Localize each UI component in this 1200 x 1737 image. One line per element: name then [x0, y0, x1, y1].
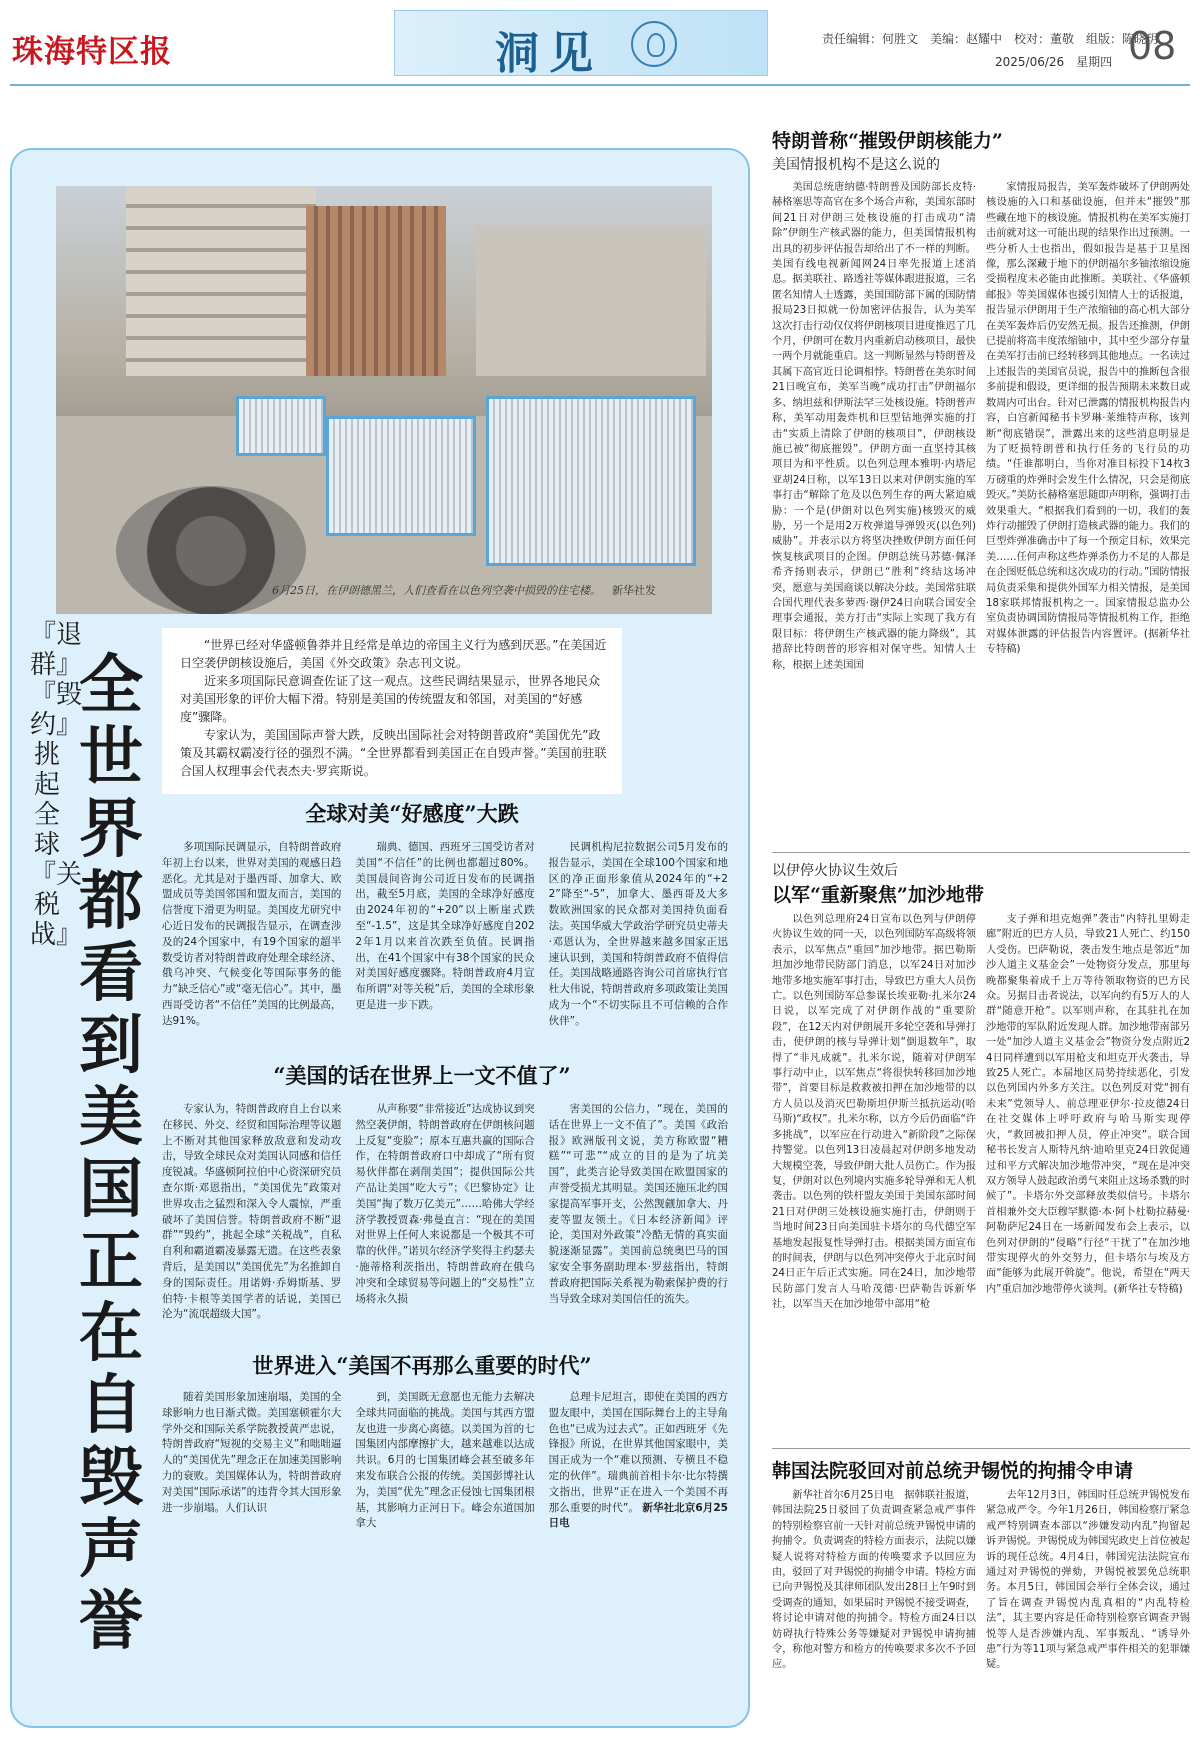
- section3-title: 世界进入“美国不再那么重要的时代”: [252, 1353, 592, 1378]
- article-trump-iran: [772, 128, 1190, 820]
- photo-caption: 6月25日，在伊朗德黑兰，人们查看在以色列空袭中损毁的住宅楼。: [272, 584, 601, 597]
- article-gaza: [772, 860, 1190, 1442]
- photo-building: [126, 186, 316, 376]
- news-photo: [56, 186, 712, 614]
- section2-body: [162, 1102, 728, 1338]
- article-divider: [772, 1448, 1190, 1449]
- feature-kicker: 『退群』『毁约』挑起全球『关税战』: [30, 620, 83, 950]
- body-column: 美国总统唐纳德·特朗普及国防部长皮特·赫格塞思等高官在多个场合声称，美国东部时间21日对伊朗三处核设施的打击成功“清除”伊朗生产核武器的能力，但美国情报机构出具的初步评估报告却给出了不一样的判断。美国有线电视新闻网24日率先报道上述消息。据美联社、路透社等媒体跟进报道，三名匿名知情人士透露，美国国防部下属的国防情报局23日拟就一份加密评估报告，认为美军这次打击行动仅仅将伊朗核项目进度推迟了几个月，伊朗可在数月内重新启动核项目，最快一两个月就能重启。这一判断显然与特朗普及其属下高官近日论调相悖。特朗普在美东时间21日晚宣布，美军当晚“成功打击”伊朗福尔多、纳坦兹和伊斯法罕三处核设施。特朗普声称，美军动用轰炸机和巨型钻地弹实施的打击“实质上清除了伊朗的核项目”，伊朗核设施已被“彻底摧毁”。伊朗方面一直坚持其核项目为和平性质。以色列总理本雅明·内塔尼亚胡24日称，以军13日以来对伊朗实施的军事打击“解除了危及以色列生存的两大紧迫威胁：一个是(伊朗对以色列实施)核毁灭的威胁，另一个是用2万枚弹道导弹毁灭(以色列)威胁”。并表示以方将坚决挫败伊朗方面任何恢复核武项目的企图。伊朗总统马苏德·佩泽希齐扬则表示，伊朗已“胜利”终结这场冲突，愿意与美国商谈以解决分歧。美国常驻联合国代理代表多萝西·谢伊24日向联合国安全理事会通报，美方打击“实际上实现了我方有限目标：将伊朗生产核武器的能力降级”，其措辞比特朗普的形容相对保守些。知情人士称，根据上述美国国: [772, 182, 976, 671]
- intro-paragraph: “世界已经对华盛顿鲁莽并且经常是单边的帝国主义行为感到厌恶。”在美国近日空袭伊朗核设施后，美国《外交政策》杂志刊文说。: [180, 638, 607, 670]
- section1-body: [162, 840, 728, 1040]
- body-column: 民调机构尼拉数据公司5月发布的报告显示，美国在全球100个国家和地区的净正面形象值从2024年的“+22”降至“-5”，加拿大、墨西哥及大多数欧洲国家的民众都对美国持负面看法。英国华威大学政治学研究员史蒂夫·邓恩认为，全世界越来越多国家正迅速认识到，美国和特朗普政府不值得信任。美国战略通路咨询公司首席执行官杜大伟说，特朗普政府多项政策让美国成为一个“不切实际且不可信赖的合作伙伴”。: [548, 841, 728, 1027]
- intro-paragraph: 近来多项国际民意调查佐证了这一观点。这些民调结果显示，世界各地民众对美国形象的评价大幅下滑。特别是美国的传统盟友和邻国，对美国的“好感度”骤降。: [180, 674, 601, 724]
- article-title: 以军“重新聚焦”加沙地带: [772, 884, 984, 906]
- article-divider: [772, 852, 1190, 853]
- body-column: 专家认为，特朗普政府自上台以来在移民、外交、经贸和国际治理等议题上不断对其他国家释放敌意和发动攻击，导致全球民众对美国认同感和信任度锐减。华盛顿阿拉伯中心资深研究员查尔斯·邓恩指出，“美国优先”政策对世界攻击之猛烈和深入令人震惊，严重破坏了美国信誉。特朗普政府不断“退群”“毁约”，挑起全球“关税战”，自私自利和霸道霸凌暴露无遗。在这些表象背后，是美国以“美国优先”为名推卸自身的国际责任。用诺姆·乔姆斯基、罗伯特·卡根等美国学者的话说，美国已沦为“流氓超级大国”。: [162, 1103, 342, 1321]
- body-column: 多项国际民调显示，自特朗普政府年初上台以来，世界对美国的观感日趋恶化。尤其是对于墨西哥、加拿大、欧盟成员等美国邻国和盟友而言，美国的信誉度下滑更为明显。美国皮尤研究中心近日发布的民调报告显示，在调查涉及的24个国家中，有19个国家的超半数受访者对特朗普政府处理全球经济、俄乌冲突、气候变化等国际事务的能力“缺乏信心”或“毫无信心”。其中，墨西哥受访者“不信任”美国的比例最高，达91%。: [162, 841, 342, 1027]
- feature-panel: [10, 148, 750, 1728]
- article-subtitle: 美国情报机构不是这么说的: [772, 157, 940, 173]
- article-body: [772, 912, 1190, 1442]
- body-column: 从声称要“非常接近”达成协议到突然空袭伊朗，特朗普政府在伊朗核问题上反复“变脸”；原本互惠共赢的国际合作，在特朗普政府口中却成了“所有贸易伙伴都在剥削美国”；提供国际公共产品让美国“吃大亏”；《巴黎协定》让美国“掏了数万亿美元”……哈佛大学经济学教授贾森·弗曼直言：“现在的美国对世界上任何人来说都是一个极其不可靠的伙伴。”诺贝尔经济学奖得主约瑟夫·施蒂格利茨指出，特朗普政府在俄乌冲突和全球贸易等问题上的“交易性”立场将永久损: [355, 1103, 535, 1305]
- section3-body: [162, 1390, 728, 1654]
- body-column: 去年12月3日，韩国时任总统尹锡悦发布紧急戒严令。今年1月26日，韩国检察厅紧急戒严特别调查本部以“涉嫌发动内乱”拘留起诉尹锡悦。尹锡悦成为韩国宪政史上首位被起诉的现任总统。4月4日，韩国宪法法院宣布通过对尹锡悦的弹劾，尹锡悦被罢免总统职务。本月5日，韩国国会举行全体会议，通过了旨在调查尹锡悦内乱真相的“内乱特检法”，其主要内容是任命特别检察官调查尹锡悦等人是否涉嫌内乱、军事叛乱、“诱导外患”行为等11项与紧急戒严事件相关的犯罪嫌疑。: [986, 1490, 1190, 1671]
- photo-building: [476, 226, 706, 376]
- intro-paragraph: 专家认为，美国国际声誉大跌，反映出国际社会对特朗普政府“美国优先”政策及其霸权霸凌行径的强烈不满。“全世界都看到美国正在自毁声誉。”美国前驻联合国人权理事会代表杰夫·罗宾斯说。: [180, 728, 607, 778]
- article-korea: [772, 1458, 1190, 1716]
- article-kicker: 以伊停火协议生效后: [772, 863, 898, 879]
- article-body: [772, 180, 1190, 820]
- page-number: 08: [1128, 24, 1177, 68]
- article-title: 韩国法院驳回对前总统尹锡悦的拘捕令申请: [772, 1460, 1134, 1482]
- masthead-rule: [10, 84, 1190, 86]
- editor-credits: 责任编辑：何胜文 美编：赵耀中 校对：董敬 组版：陈晓玥: [822, 32, 1159, 46]
- body-column: 家情报局报告，美军轰炸破坏了伊朗两处核设施的入口和基础设施，但并未“摧毁”那些藏在地下的核设施。情报机构在美军实施打击前就对这一可能出现的结果作出过预测。一些分析人士也指出，假如报告是基于卫星图像，那么深藏于地下的伊朗福尔多铀浓缩设施受损程度未必能由此推断。美联社、《华盛顿邮报》等美国媒体也援引知情人士的话报道，报告显示伊朗用于生产浓缩铀的高心机大部分在美军轰炸后仍安然无损。报告还推测，伊朗已提前将高丰度浓缩铀中，其中至少部分存量在美军打击前已经转移到其他地点。一名读过上述报告的美国官员说，报告中的推断包含很多前提和假设，更详细的报告预期未来数日或数周内可出台。针对已泄露的情报机构报告内容，白宫新闻秘书卡罗琳·莱维特声称，该判断“彻底错误”，泄露出来的这些消息明显是为了贬损特朗普和执行任务的飞行员的功绩。“任谁都明白，当你对准目标投下14枚3万磅重的炸弹时会发生什么情况，只会是彻底毁灭。”美防长赫格塞思随即声明称，强调打击效果重大。“根据我们看到的一切，我们的轰炸行动摧毁了伊朗打造核武器的能力。我们的巨型炸弹准确击中了每一个预定目标，效果完美……任何声称这些炸弹杀伤力不足的人都是在企图贬低总统和这次成功的行动。”国防情报局负责采集和提供外国军力相关情报，是美国18家联邦情报机构之一。国家情报总监办公室负责协调国防情报局等情报机构工作，拒绝对媒体泄露的评估报告内容置评。(据新华社专特稿): [986, 182, 1190, 656]
- section1-title: 全球对美“好感度”大跌: [305, 801, 519, 826]
- article-body: [772, 1488, 1190, 1716]
- body-column: 以色列总理府24日宣布以色列与伊朗停火协议生效的同一天，以色列国防军高级将领表示，以军焦点“重回”加沙地带。据巴勒斯坦加沙地带民防部门消息，以军24日对加沙地带多地实施军事打击，导致巴方重大人员伤亡。以色列国防军总参谋长埃亚勒·扎米尔24日说，以军完成了对伊朗作战的“重要阶段”，在12天内对伊朗展开多轮空袭和导弹打击，使伊朗的核与导弹计划“倒退数年”，取得了“非凡成就”。扎米尔说，随着对伊朗军事行动中止，以军焦点“将很快转移回加沙地带”，首要目标是救救被扣押在加沙地带的以方人员以及消灭巴勒斯坦伊斯兰抵抗运动(哈马斯)“政权”。扎米尔称，以方今后仍面临“许多挑战”，以军应在行动进入“新阶段”之际保持警觉。以色列13日凌晨起对伊朗多地发动大规模空袭，导致伊朗大批人员伤亡。作为报复，伊朗对以色列境内实施多轮导弹和无人机袭击。以色列的铁杆盟友美国于美国东部时间21日对伊朗三处核设施实施打击，伊朗则于当地时间23日向美国驻卡塔尔的乌代德空军基地发起报复性导弹打击。根据美国方面宣布的时间表，伊朗与以色列冲突停火于北京时间24日正午后正式实施。同在24日，加沙地带民防部门发言人马哈茂德·巴萨勒告诉新华社，以军当天在加沙地带中部用“枪: [772, 914, 976, 1311]
- body-column: 瑞典、德国、西班牙三国受访者对美国“不信任”的比例也都超过80%。美国晨间咨询公司近日发布的民调指出，截至5月底，美国的全球净好感度由2024年初的“+20”以上断崖式跌至“-1.5”，这是其全球净好感度自2022年1月以来首次跌至负值。民调指出，在41个国家中有38个国家的民众对美国好感度骤降。特朗普政府4月宣布所谓“对等关税”后，美国的全球形象更是进一步下跌。: [355, 841, 535, 1011]
- photo-cooler: [236, 396, 326, 456]
- body-column: 新华社首尔6月25日电 据韩联社报道，韩国法院25日驳回了负责调查紧急戒严事件的特别检察官前一天针对前总统尹锡悦申请的拘捕令。负责调查的特检方面表示，法院以嫌疑人说将对特检方面的传唤要求予以回应为由，驳回了对尹锡悦的拘捕令申请。特检方面已向尹锡悦及其律师团队发出28日上午9时到受调查的通知，如果届时尹锡悦不接受调查，将讨论申请对他的拘捕令。特检方面24日以妨碍执行特殊公务等嫌疑对尹锡悦申请拘捕令，称他对警方和检方的传唤要求多次不予回应。: [772, 1490, 976, 1671]
- photo-source: 新华社发: [612, 584, 656, 597]
- masthead: [0, 0, 1200, 82]
- feature-headline: 全世界都看到美国正在自毁声誉: [79, 648, 143, 1659]
- body-column: 到，美国既无意愿也无能力去解决全球共同面临的挑战。美国与其西方盟友也进一步离心离德。以美国为首的七国集团内部摩擦扩大，越来越难以达成共识。6月的七国集团峰会甚至破多年来发布联合公报的传统。美国彭博社认为，美国“优先”理念正侵蚀七国集团根基，其影响力正河日下。峰会东道国加拿大: [355, 1391, 535, 1530]
- dateline: 新华社北京6月25日电: [548, 1501, 728, 1530]
- body-column: [549, 1390, 728, 1654]
- photo-building: [306, 206, 446, 376]
- photo-cooler: [326, 416, 476, 536]
- photo-cooler: [486, 396, 696, 566]
- lightbulb-icon: [631, 21, 677, 67]
- section-banner: [394, 10, 768, 79]
- body-column: 支子弹和坦克炮弹”袭击“内特扎里姆走廊”附近的巴方人员，导致21人死亡、约150人受伤。巴萨勒说，袭击发生地点是邻近“加沙人道主义基金会”一处物资分发点，那里每晚都聚集着成千上万等待领取物资的巴方民众。另据目击者说法，以军向约有5万人的人群“随意开枪”。以军则声称，在其驻扎在加沙地带的军队附近发现人群。加沙地带南部另一处“加沙人道主义基金会”物资分发点附近24日同样遭到以军用枪支和坦克开火袭击，导致25人死亡。本届地区局势持续恶化，引发以色列国内外多方关注。以色列反对党“拥有未来”党领导人、前总理亚伊尔·拉皮德24日在社交媒体上呼吁政府与哈马斯实现停火，“救回被扣押人员，停止冲突”。联合国秘书长发言人斯特凡纳·迪哈里克24日敦促通过和平方式解决加沙地带冲突，“现在是冲突双方领导人鼓起政治勇气来阻止这场杀戮的时候了”。卡塔尔外交部释放类似信号。卡塔尔首相兼外交大臣穆罕默德·本·阿卜杜勒拉赫曼·阿勒萨尼24日在一场新闻发布会上表示，以色列对伊朗的“侵略”行径“干扰了”在加沙地带实现停火的外交努力，但卡塔尔与埃及方面“能够为此展开斡旋”。他说，希望在“两天内”重启加沙地带停火谈判。(新华社专特稿): [986, 914, 1190, 1295]
- intro-box: [162, 628, 622, 794]
- section-title: 洞见: [495, 28, 603, 79]
- body-text: 总理卡尼坦言，即使在美国的西方盟友眼中，美国在国际舞台上的主导角色也“已成为过去式”。正如西班牙《先锋报》所说，在世界其他国家眼中，美国正成为一个“难以预测、专横且不稳定的伙伴”。瑞典前首相卡尔·比尔特撰文指出，世界“正在进入一个美国不再那么重要的时代”。: [548, 1391, 728, 1514]
- body-column: 随着美国形象加速崩塌，美国的全球影响力也日渐式微。美国塞顿霍尔大学外交和国际关系学院教授黄严忠说，特朗普政府“短视的交易主义”和咄咄逼人的“美国优先”理念正在加速美国影响力的衰败。美国媒体认为，特朗普政府对美国“国际承诺”的违背令其大国形象进一步崩塌。人们认识: [162, 1391, 342, 1514]
- newspaper-logo: 珠海特区报: [12, 34, 172, 70]
- body-column: 害美国的公信力，“现在，美国的话在世界上一文不值了”。美国《政治报》欧洲版刊文说，美方称欧盟“糟糕”“可悲”“成立的目的是为了坑美国”，此类言论导致美国在欧盟国家的声誉受损尤其明显。美国还施压北约国家提高军事开支，公然觊觎加拿大、丹麦等盟友领土。《日本经济新闻》评论，美国对外政策“冷酷无情的真实面貌逐渐显露”。美国前总统奥巴马的国家安全事务副助理本·罗兹指出，特朗普政府把国际关系视为勒索保护费的行当导致全球对美国信任的流失。: [548, 1103, 728, 1305]
- section2-title: “美国的话在世界上一文不值了”: [273, 1063, 571, 1088]
- issue-date: 2025/06/26 星期四: [995, 55, 1113, 69]
- article-title: 特朗普称“摧毁伊朗核能力”: [772, 130, 1003, 152]
